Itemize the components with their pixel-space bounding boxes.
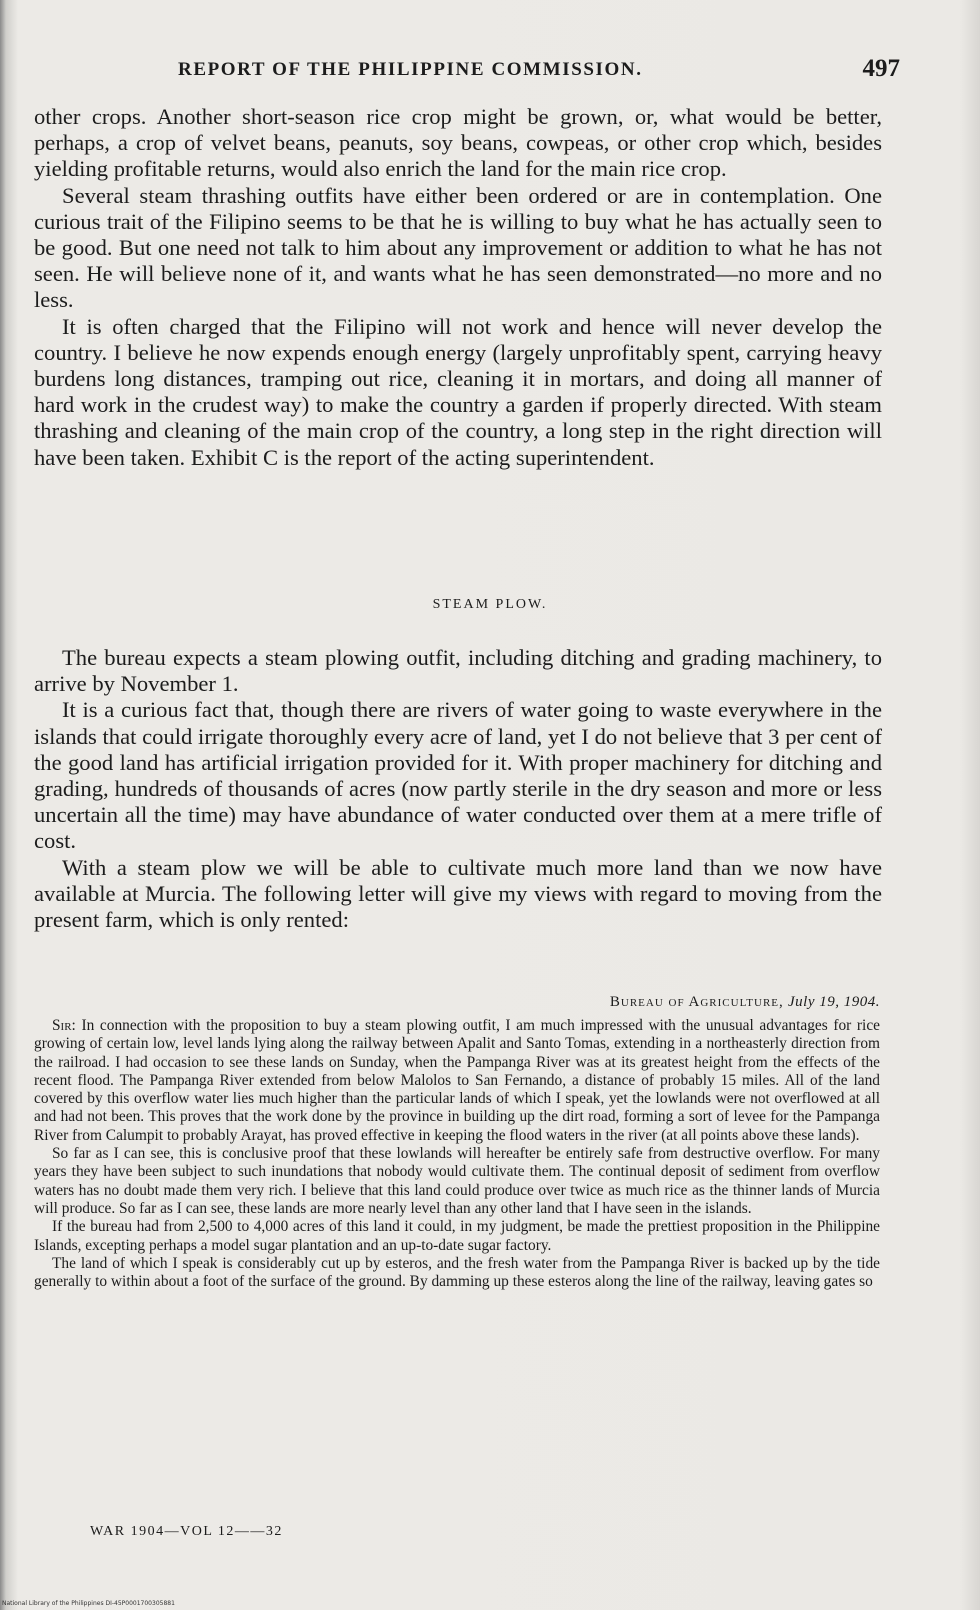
paragraph: Several steam thrashing outfits have either been ordered or are in contemplation. One curious trait of the Filipino seems to be that he is willing to buy what he has actually seen to be good. But one need not talk to him about any improvement or addition to what he has not seen. He will believe none of it, and wants what he has seen demonstrated—no more and no less. (34, 182, 882, 313)
paragraph: other crops. Another short-season rice crop might be grown, or, what would be better, perhaps, a crop of velvet beans, peanuts, soy beans, cowpeas, or other crop which, besides yielding profitable returns, would also enrich the land for the main rice crop. (34, 104, 882, 182)
letter-paragraph: The land of which I speak is considerably cut up by esteros, and the fresh water from the Pampanga River is backed up by the tide generally to within about a foot of the surface of the ground. By damming up these esteros along the line of the railway, leaving gates so (34, 1254, 880, 1291)
section-heading: STEAM PLOW. (432, 597, 548, 612)
dateline-date: July 19, 1904. (788, 994, 880, 1010)
letter-body (34, 1017, 880, 1291)
salutation: Sir: (52, 1017, 76, 1034)
letter-paragraph: So far as I can see, this is conclusive proof that these lowlands will hereafter be entirely safe from destructive overflow. For many years they have been subject to such inundations that nobody would cultivate them. The continual deposit of sediment from overflow waters has no doubt made them very rich. I believe that this land could produce over twice as much rice as the thinner lands of Murcia will produce. So far as I can see, these lands are more nearly level than any other land that I have seen in the islands. (34, 1145, 880, 1217)
paragraph: With a steam plow we will be able to cultivate much more land than we now have available at Murcia. The following letter will give my views with regard to moving from the present farm, which is only rented: (34, 854, 882, 933)
footer-credit: National Library of the Philippines DI-45P0001700305881 (2, 1600, 175, 1607)
body-text-top (34, 104, 882, 471)
page-header (0, 55, 980, 89)
paragraph: It is a curious fact that, though there are rivers of water going to waste everywhere in the islands that could irrigate thoroughly every acre of land, yet I do not believe that 3 per cent of the good land has artificial irrigation provided for it. With proper machinery for ditching and grading, hundreds of thousands of acres (now partly sterile in the dry season and more or less uncertain all the time) may have abundance of water conducted over them at a mere trifle of cost. (34, 697, 882, 854)
body-text-steam-plow (34, 645, 882, 933)
letter-dateline (610, 994, 880, 1011)
paragraph: It is often charged that the Filipino will not work and hence will never develop the country. I believe he now expends enough energy (largely unprofitably spent, carrying heavy burdens long distances, tramping out rice, cleaning it in mortars, and doing all manner of hard work in the crudest way) to make the country a garden if properly directed. With steam thrashing and cleaning of the main crop of the country, a long step in the right direction will have been taken. Exhibit C is the report of the acting superintendent. (34, 313, 882, 470)
letter-paragraph (34, 1017, 880, 1145)
dateline-organization: Bureau of Agriculture, (609, 994, 784, 1010)
letter-paragraph: If the bureau had from 2,500 to 4,000 acres of this land it could, in my judgment, be made the prettiest proposition in the Philippine Islands, excepting perhaps a model sugar plantation and an up-to-date sugar factory. (34, 1218, 880, 1254)
page-number: 497 (862, 55, 900, 82)
running-title: REPORT OF THE PHILIPPINE COMMISSION. (178, 59, 643, 80)
signature-mark: WAR 1904—VOL 12——32 (90, 1524, 283, 1539)
paragraph: The bureau expects a steam plowing outfit, including ditching and grading machinery, to arrive by November 1. (34, 645, 882, 697)
letter-first-paragraph-text: In connection with the proposition to buy a steam plowing outfit, I am much impressed with the unusual advantages for rice growing of certain low, level lands lying along the railway between Apalit and Santo Tomas, extending in a northeasterly direction from the railroad. I had occasion to see these lands on Sunday, when the Pampanga River was at its greatest height from the effects of the recent flood. The Pampanga River extended from below Malolos to San Fernando, a distance of probably 15 miles. All of the land covered by this overflow water lies much higher than the particular lands of which I speak, yet the lowlands were not overflowed at all and had not been. This proves that the work done by the province in building up the dirt road, forming a sort of levee for the Pampanga River from Calumpit to probably Arayat, has proved effective in keeping the flood waters in the river (at all points above these lands). (34, 1017, 880, 1144)
